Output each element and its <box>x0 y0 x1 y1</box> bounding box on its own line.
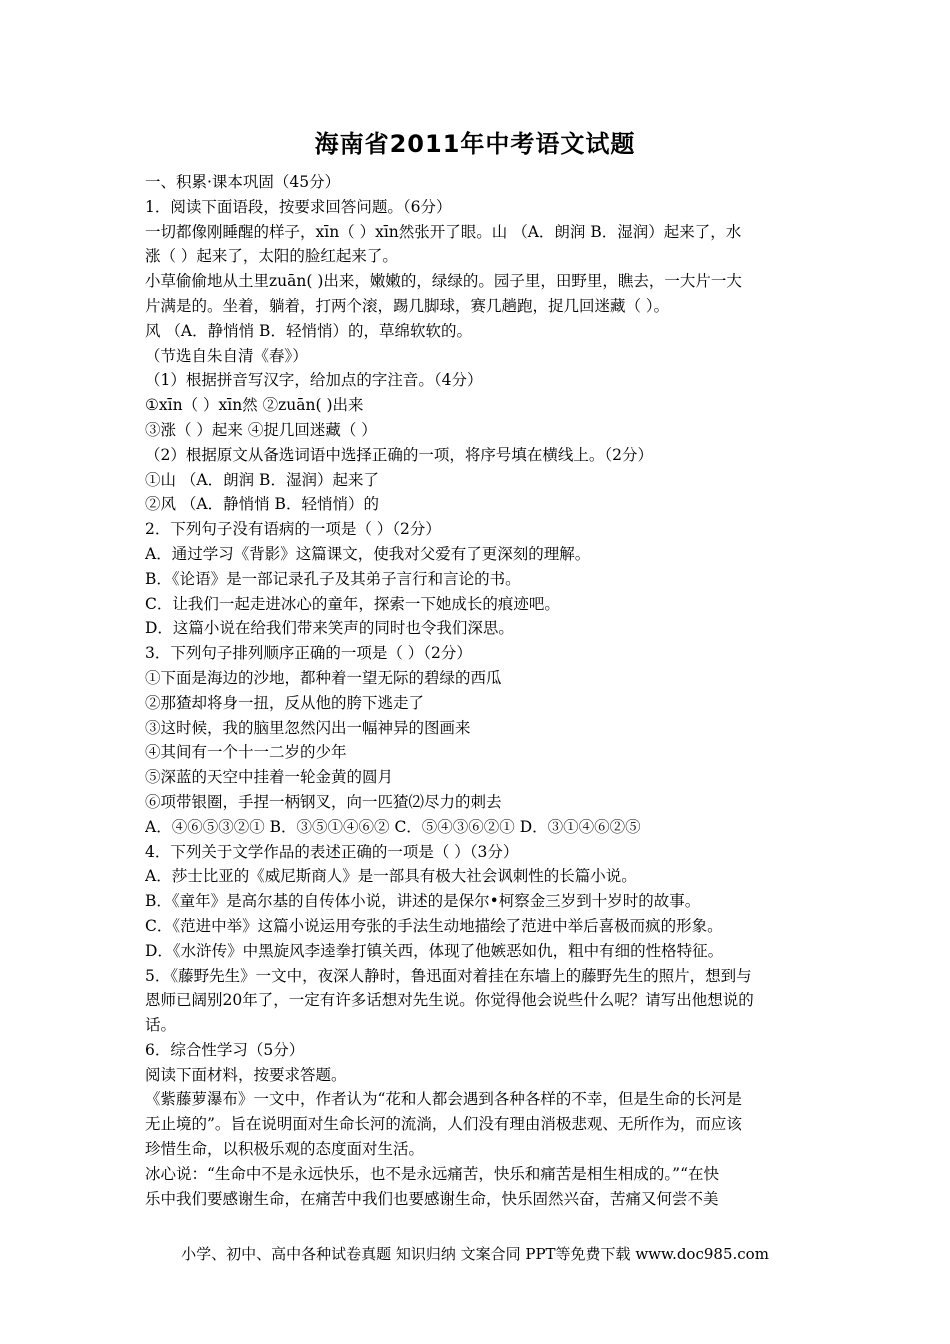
text-line: 一切都像刚睡醒的样子，xīn（ ）xīn然张开了眼。山 （A．朗润 B．湿润）起来了，水 <box>145 222 742 241</box>
text-line: C．《范进中举》这篇小说运用夸张的手法生动地描绘了范进中举后喜极而疯的形象。 <box>145 916 723 935</box>
footer-text: 小学、初中、高中各种试卷真题 知识归纳 文案合同 PPT等免费下载 www.doc985.com <box>181 1245 769 1263</box>
text-line: ⑤深蓝的天空中挂着一轮金黄的圆月 <box>145 768 394 787</box>
text-line: 珍惜生命，以积极乐观的态度面对生活。 <box>145 1140 425 1159</box>
text-line: ③这时候，我的脑里忽然闪出一幅神异的图画来 <box>145 718 471 737</box>
text-line: 《紫藤萝瀑布》一文中，作者认为“花和人都会遇到各种各样的不幸，但是生命的长河是 <box>145 1090 742 1109</box>
text-line: ②那猹却将身一扭，反从他的胯下逃走了 <box>145 693 425 712</box>
text-line: 乐中我们要感谢生命，在痛苦中我们也要感谢生命，快乐固然兴奋，苦痛又何尝不美 <box>145 1189 719 1208</box>
text-line: A．莎士比亚的《威尼斯商人》是一部具有极大社会讽刺性的长篇小说。 <box>145 867 637 886</box>
text-line: ②风 （A．静悄悄 B．轻悄悄）的 <box>145 495 379 514</box>
text-line: 4．下列关于文学作品的表述正确的一项是（ ）（3分） <box>145 842 519 861</box>
text-line: C．让我们一起走进冰心的童年，探索一下她成长的痕迹吧。 <box>145 594 560 613</box>
text-line: 1．阅读下面语段，按要求回答问题。（6分） <box>145 197 452 216</box>
text-line: 3．下列句子排列顺序正确的一项是（ ）（2分） <box>145 644 472 663</box>
text-line: （2）根据原文从备选词语中选择正确的一项，将序号填在横线上。（2分） <box>145 445 653 464</box>
text-line: ⑥项带银圈，手捏一柄钢叉，向一匹猹⑵尽力的刺去 <box>145 792 502 811</box>
text-line: 风 （A．静悄悄 B．轻悄悄）的，草绵软软的。 <box>145 321 472 340</box>
text-line: 恩师已阔别20年了，一定有许多话想对先生说。你觉得他会说些什么呢？请写出他想说的 <box>145 991 754 1010</box>
text-line: B．《童年》是高尔基的自传体小说，讲述的是保尔•柯察金三岁到十岁时的故事。 <box>145 892 701 911</box>
text-line: 涨（ ）起来了，太阳的脸红起来了。 <box>145 247 398 266</box>
text-line: 5．《藤野先生》一文中，夜深人静时，鲁迅面对着挂在东墙上的藤野先生的照片，想到与 <box>145 966 752 985</box>
text-line: 小草偷偷地从土里zuān( )出来，嫩嫩的，绿绿的。园子里，田野里，瞧去，一大片一大 <box>145 272 742 291</box>
text-line: A．④⑥⑤③②① B．③⑤①④⑥② C．⑤④③⑥②① D．③①④⑥②⑤ <box>145 817 641 836</box>
text-line: ①下面是海边的沙地，都种着一望无际的碧绿的西瓜 <box>145 668 502 687</box>
text-line: 一、积累·课本巩固（45分） <box>145 173 341 191</box>
text-line: ①xīn（ ）xīn然 ②zuān( )出来 <box>145 396 364 415</box>
exam-body <box>145 170 810 1211</box>
text-line: 无止境的”。旨在说明面对生命长河的流淌，人们没有理由消极悲观、无所作为，而应该 <box>145 1115 742 1134</box>
text-line: D．《水浒传》中黑旋风李逵拳打镇关西，体现了他嫉恶如仇，粗中有细的性格特征。 <box>145 941 724 960</box>
text-line: B．《论语》是一部记录孔子及其弟子言行和言论的书。 <box>145 569 521 588</box>
text-line: 片满是的。坐着，躺着，打两个滚，踢几脚球，赛几趟跑，捉几回迷藏（ ）。 <box>145 296 670 315</box>
text-line: （节选自朱自清《春》） <box>145 346 308 365</box>
text-line: 2．下列句子没有语病的一项是（ ）（2分） <box>145 520 441 539</box>
page-title: 海南省2011年中考语文试题 <box>314 130 636 158</box>
text-line: ③涨（ ）起来 ④捉几回迷藏（ ） <box>145 420 377 439</box>
text-line: 6．综合性学习（5分） <box>145 1040 305 1059</box>
text-line: D．这篇小说在给我们带来笑声的同时也令我们深思。 <box>145 619 514 638</box>
text-line: A．通过学习《背影》这篇课文，使我对父爱有了更深刻的理解。 <box>145 544 591 563</box>
text-line: ④其间有一个十一二岁的少年 <box>145 743 347 762</box>
text-line: 冰心说：“生命中不是永远快乐，也不是永远痛苦，快乐和痛苦是相生相成的。”“在快 <box>145 1164 720 1183</box>
text-line: ①山 （A．朗润 B．湿润）起来了 <box>145 470 379 489</box>
text-line: 阅读下面材料，按要求答题。 <box>145 1065 347 1084</box>
text-line: 话。 <box>145 1016 177 1035</box>
text-line: （1）根据拼音写汉字，给加点的字注音。（4分） <box>145 371 483 390</box>
